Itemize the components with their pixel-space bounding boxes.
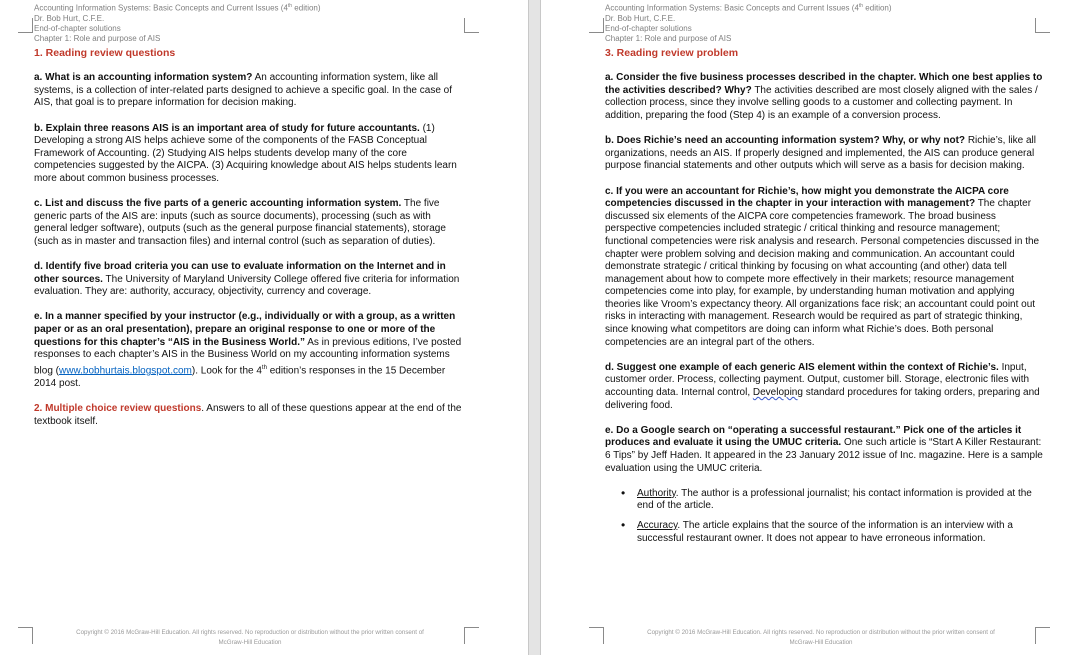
page-header	[34, 1, 321, 44]
question-a: a. What is an accounting information system? An accounting information system, like all systems, is a collection of inter-related parts designed to achieve a specific goal. In the case of AIS, that goal is to prepare information for decision making.	[34, 72, 452, 109]
question-d: d. Identify five broad criteria you can use to evaluate information on the Internet and in other sources. The University of Maryland University College offered five criteria for information evaluation. They are: authority, accuracy, objectivity, currency and coverage.	[34, 261, 460, 298]
page-header	[605, 1, 892, 44]
problem-a: a. Consider the five business processes described in the chapter. Which one best applies to the activities described? Why? The activities described are most closely aligned with the sales / collection process, since they involve selling goods to a customer and collecting payment. In addition, preparing the food (Step 4) is an example of a conversion process.	[605, 72, 1043, 121]
header-subtitle: End-of-chapter solutions	[34, 24, 121, 34]
page-body[interactable]	[605, 47, 1043, 552]
list-item: • Authority. The author is a professional journalist; his contact information is provided at the end of the article.	[637, 488, 1043, 513]
section-2: 2. Multiple choice review questions. Answers to all of these questions appear at the end of the textbook itself.	[34, 402, 462, 427]
margin-corner-mark	[589, 18, 604, 33]
header-author: Dr. Bob Hurt, C.F.E.	[34, 13, 105, 23]
page-gutter	[528, 0, 541, 655]
spelling-flag[interactable]: Developing	[752, 387, 803, 399]
list-item: • Accuracy. The article explains that the source of the information is an interview with a successful restaurant owner. It does not appear to have erroneous information.	[637, 520, 1043, 545]
header-subtitle: End-of-chapter solutions	[605, 24, 692, 34]
header-title: Accounting Information Systems: Basic Concepts and Current Issues (4th edition)	[605, 3, 892, 13]
header-author: Dr. Bob Hurt, C.F.E.	[605, 13, 676, 23]
question-b: b. Explain three reasons AIS is an important area of study for future accountants. (1) Developing a strong AIS helps achieve some of the components of the FASB Conceptual Framework of Accounting. (2) Studying AIS helps students develop many of the core competencies suggested by the AICPA. (3) Acquiring knowledge about AIS helps students learn more about common business processes.	[34, 122, 457, 184]
page-body[interactable]	[34, 47, 466, 428]
problem-b: b. Does Richie’s need an accounting information system? Why, or why not? Richie’s, like all organizations, needs an AIS. If properly designed and implemented, the AIS can produce general purpose financial statements and other outputs which will serve as a basis for decision making.	[605, 135, 1036, 172]
margin-corner-mark	[1035, 18, 1050, 33]
header-chapter: Chapter 1: Role and purpose of AIS	[605, 34, 732, 44]
document-page-left	[0, 0, 528, 655]
margin-corner-mark	[589, 627, 604, 644]
margin-corner-mark	[18, 627, 33, 644]
margin-corner-mark	[464, 627, 479, 644]
blog-link[interactable]: www.bobhurtais.blogspot.com	[59, 365, 192, 377]
section-heading: 1. Reading review questions	[34, 47, 176, 59]
question-c: c. List and discuss the five parts of a generic accounting information system. The five generic parts of the AIS are: inputs (such as source documents), processing (such as with general ledger software), outputs (such as the general purpose financial statements), storage (such as in master and transaction files) and internal control (such as separation of duties).	[34, 198, 446, 247]
header-chapter: Chapter 1: Role and purpose of AIS	[34, 34, 161, 44]
evaluation-list	[605, 488, 1043, 545]
page-footer: Copyright © 2016 McGraw-Hill Education. All rights reserved. No reproduction or distribution without the prior written consent of McGraw-Hill Education	[76, 629, 424, 646]
problem-e: e. Do a Google search on “operating a successful restaurant.” Pick one of the articles it produces and evaluate it using the UMUC criteria. One such article is “Start A Killer Restaurant: 6 Tips” by Jeff Haden. It appeared in the 23 January 2012 issue of Inc. magazine. Here is a sample evaluation using the UMUC criteria.	[605, 424, 1043, 474]
margin-corner-mark	[464, 18, 479, 33]
page-footer: Copyright © 2016 McGraw-Hill Education. All rights reserved. No reproduction or distribution without the prior written consent of McGraw-Hill Education	[647, 629, 995, 646]
margin-corner-mark	[1035, 627, 1050, 644]
question-e: e. In a manner specified by your instructor (e.g., individually or with a group, as a written paper or as an oral presentation), prepare an original response to one or more of the questions for this chapter’s “AIS in the Business World.” As in previous editions, I’ve posted responses to each chapter’s AIS in the Business World on my accounting information systems blog (www.bobhurtais.blogspot.com). Look for the 4th edition’s responses in the 15 December 2014 post.	[34, 311, 462, 389]
document-page-right	[541, 0, 1074, 655]
header-title: Accounting Information Systems: Basic Concepts and Current Issues (4th edition)	[34, 3, 321, 13]
problem-c: c. If you were an accountant for Richie’s, how might you demonstrate the AICPA core competencies discussed in the chapter in your interaction with management? The chapter discussed six elements of the AICPA core competencies framework. The broad business perspective competencies included strategic / critical thinking and resource management; functional competencies were risk analysis and research. Personal competencies discussed in the chapter were problem solving and decision making and communication. An accountant could demonstrate strategic / critical thinking by focusing on what accounting (and other) data tell management about how to compete more effectively in their markets; resource management competencies come into play, for example, by understanding human motivation and applying theories like Vroom’s expectancy theory. All organizations face risk; an accountant could point out risks in interacting with management. Research would be required as part of strategic thinking, since knowing what competitors are doing can inform what Richie’s does. Both personal competencies are an integral part of the others.	[605, 185, 1040, 348]
problem-d: d. Suggest one example of each generic AIS element within the context of Richie’s. Input, customer order. Process, collecting payment. Output, customer bill. Storage, electronic files with accounting data. Internal control, Developing standard procedures for taking orders, preparing and delivering food.	[605, 361, 1040, 411]
section-heading: 3. Reading review problem	[605, 47, 739, 59]
margin-corner-mark	[18, 18, 33, 33]
